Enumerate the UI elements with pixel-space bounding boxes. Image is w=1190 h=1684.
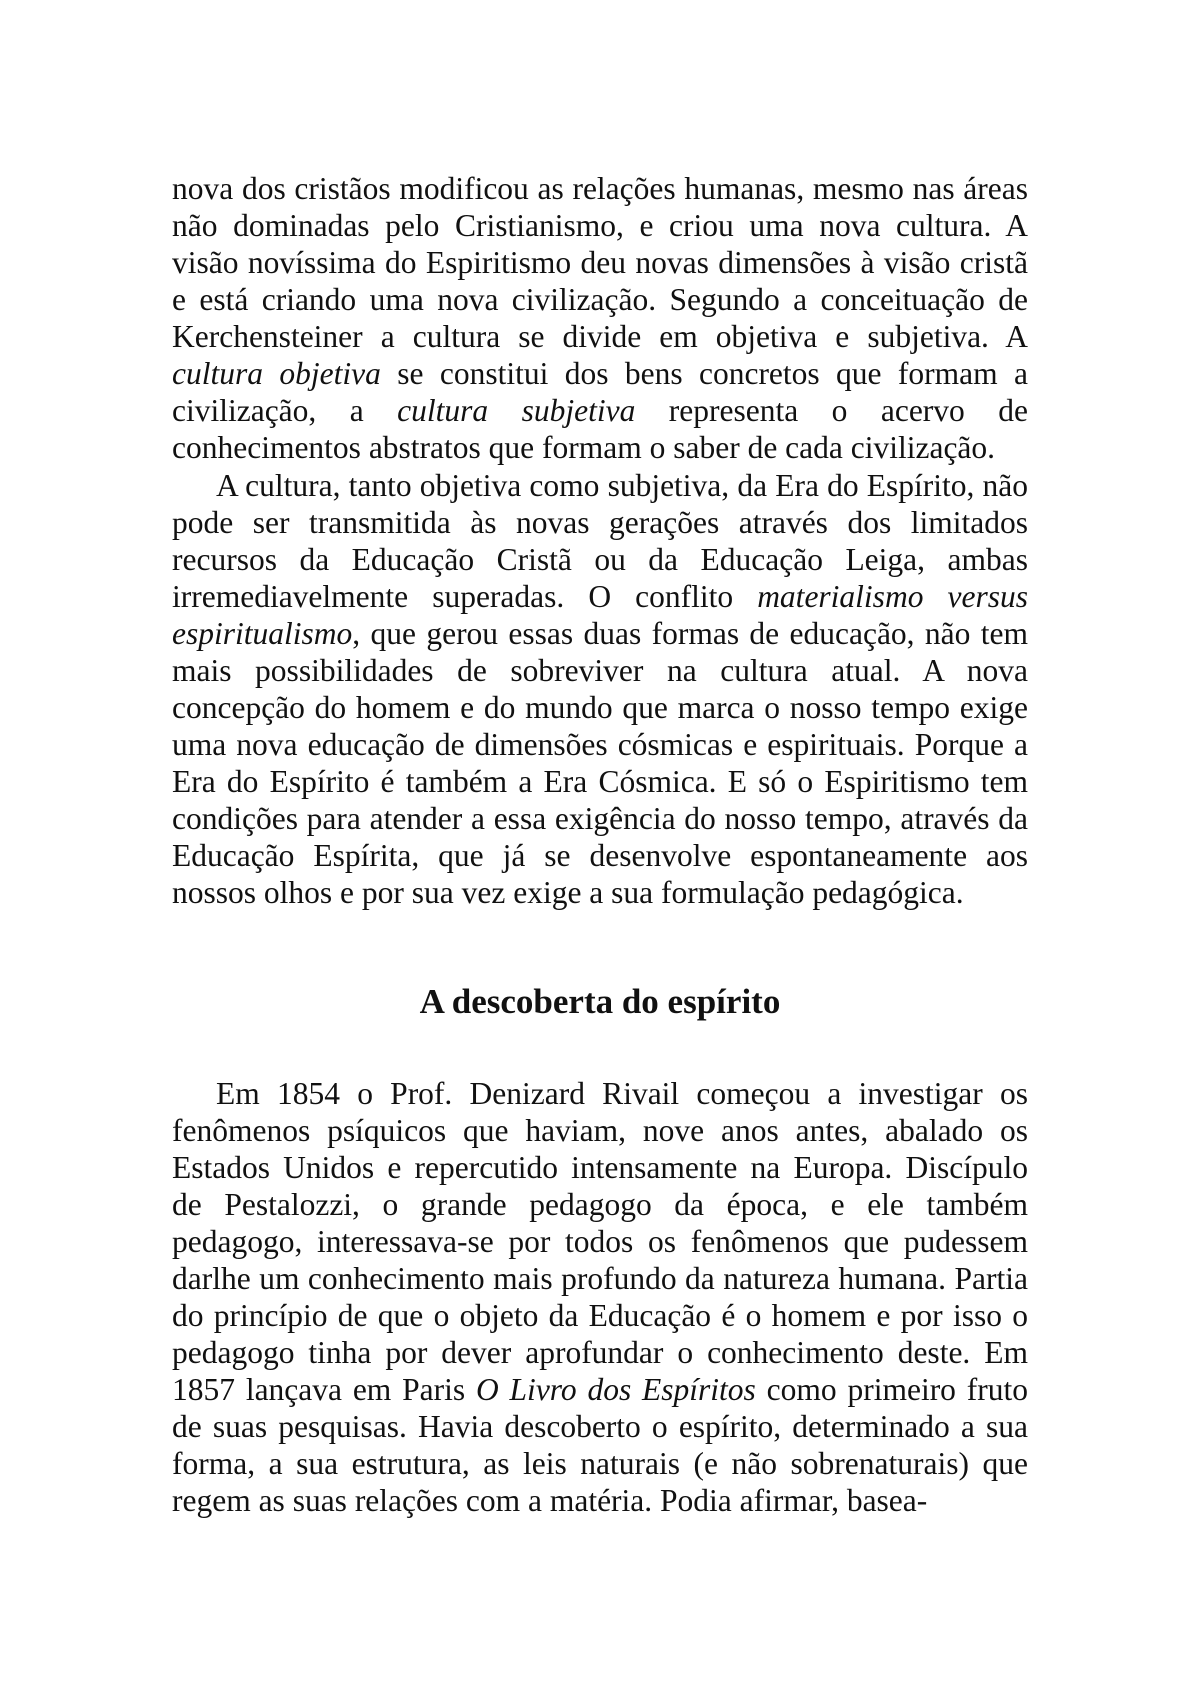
paragraph-spirit-era xyxy=(172,467,1028,911)
paragraph-discovery xyxy=(172,1075,1028,1519)
text-segment: como primeiro fruto de suas pesquisas. Havia descoberto o espírito, determinado a sua forma, a sua estrutura, as leis naturais (e não sobrenaturais) que regem as suas relações com a matéria. Podia afirmar, basea- xyxy=(172,1372,1028,1518)
document-page xyxy=(172,170,1028,1519)
section-heading: A descoberta do espírito xyxy=(419,982,781,1021)
text-segment: representa o acervo de conhecimentos abstratos que formam o saber de cada civilização. xyxy=(172,393,1028,465)
italic-term: cultura subjetiva xyxy=(397,393,636,428)
book-title: O Livro dos Espíritos xyxy=(475,1372,756,1407)
text-segment: A cultura, tanto objetiva como subjetiva, da Era do Espírito, não pode ser transmitida às novas gerações através dos limitados recursos da Educação Cristã ou da Educação Leiga, ambas irremediavelmente superadas. O conflito xyxy=(172,468,1028,614)
italic-term: cultura objetiva xyxy=(172,356,381,391)
paragraph-culture xyxy=(172,170,1028,466)
text-segment: nova dos cristãos modificou as relações humanas, mesmo nas áreas não dominadas pelo Cristianismo, e criou uma nova cultura. A visão novíssima do Espiritismo deu novas dimensões à visão cristã e está criando uma nova civilização. Segundo a conceituação de Kerchensteiner a cultura se divide em objetiva e subjetiva. A xyxy=(172,171,1028,354)
text-segment: Em 1854 o Prof. Denizard Rivail começou a investigar os fenômenos psíquicos que haviam, nove anos antes, abalado os Estados Unidos e repercutido intensamente na Europa. Discípulo de Pestalozzi, o grande pedagogo da época, e ele também pedagogo, interessava-se por todos os fenômenos que pudessem darlhe um conhecimento mais profundo da natureza humana. Partia do princípio de que o objeto da Educação é o homem e por isso o pedagogo tinha por dever aprofundar o conhecimento deste. Em 1857 lançava em Paris xyxy=(172,1076,1028,1407)
italic-term: materialismo versus espiritualismo xyxy=(172,579,1028,651)
text-segment: , que gerou essas duas formas de educação, não tem mais possibilidades de sobreviver na cultura atual. A nova concepção do homem e do mundo que marca o nosso tempo exige uma nova educação de dimensões cósmicas e espirituais. Porque a Era do Espírito é também a Era Cósmica. E só o Espiritismo tem condições para atender a essa exigência do nosso tempo, através da Educação Espírita, que já se desenvolve espontaneamente aos nossos olhos e por sua vez exige a sua formulação pedagógica. xyxy=(172,616,1028,910)
text-segment: se constitui dos bens concretos que formam a civilização, a xyxy=(172,356,1028,428)
